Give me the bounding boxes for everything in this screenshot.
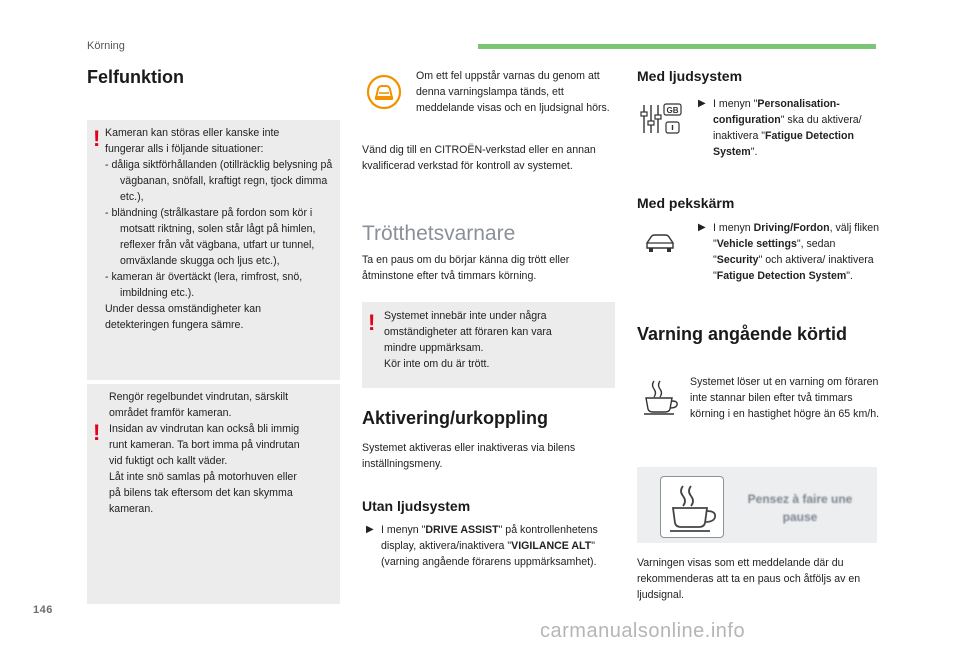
option-name: Fatigue Detection System <box>716 270 847 282</box>
arrow-icon: ▶ <box>366 524 374 535</box>
fatigue-text: Ta en paus om du börjar känna dig trött eller åtminstone efter två timmars körning. <box>362 254 570 282</box>
warning-box-attention <box>362 302 615 388</box>
text-line: Systemet innebär inte under några <box>384 310 547 322</box>
arrow-icon: ▶ <box>698 98 706 109</box>
text-line: Under dessa omständigheter kan <box>105 303 262 315</box>
car-icon <box>644 232 676 254</box>
text-line: Insidan av vindrutan kan också bli immig <box>109 423 300 435</box>
no-audio-title: Utan ljudsystem <box>362 498 471 514</box>
option-name: VIGILANCE ALT <box>511 540 592 552</box>
list-item: - kameran är övertäckt (lera, rimfrost, snö, imbildning etc.). <box>105 271 303 299</box>
text-run: , välj fliken " <box>713 222 880 250</box>
no-audio-instruction <box>366 522 617 570</box>
text-line: området framför kameran. <box>109 407 232 419</box>
svg-text:GB: GB <box>666 106 679 115</box>
text-line: Låt inte snö samlas på motorhuven eller <box>109 471 297 483</box>
audio-system-icon <box>640 101 684 137</box>
text-run: I menyn " <box>713 98 758 110</box>
warning-box-windscreen <box>87 384 340 604</box>
workshop-text: Vänd dig till en CITROËN-verkstad eller en annan kvalificerad verkstad för kontroll av systemet. <box>362 144 596 172</box>
tab-name: Vehicle settings <box>716 238 797 250</box>
watermark: carmanualsonline.info <box>540 620 746 642</box>
page-number: 146 <box>33 604 53 616</box>
option-name: Fatigue Detection System <box>713 130 854 158</box>
warning-text-windscreen <box>109 389 335 517</box>
warning-text-camera <box>105 125 335 333</box>
header-bar <box>478 44 876 49</box>
text-line: på bilens tak eftersom det kan skymma <box>109 487 293 499</box>
list-item: - dåliga siktförhållanden (otillräcklig belysning på vägbanan, snöfall, kraftigt regn, tjock dimma etc.), <box>105 159 333 203</box>
text-line: Rengör regelbundet vindrutan, särskilt <box>109 391 289 403</box>
text-line: kameran. <box>109 503 154 515</box>
activation-text: Systemet aktiveras eller inaktiveras via bilens inställningsmeny. <box>362 442 576 470</box>
touch-title: Med pekskärm <box>637 195 735 211</box>
fatigue-title: Trötthetsvarnare <box>362 222 516 245</box>
text-run: ". <box>750 146 758 158</box>
text-line: runt kameran. Ta bort imma på vindrutan <box>109 439 300 451</box>
touch-instruction <box>698 220 883 284</box>
display-message: Pensez à faire une pause <box>747 492 853 524</box>
warning-icon: ! <box>93 420 101 445</box>
activation-title: Aktivering/urkoppling <box>362 408 549 428</box>
menu-name: DRIVE ASSIST <box>425 524 499 536</box>
arrow-icon: ▶ <box>698 222 706 233</box>
text-run: " och aktivera/ inaktivera " <box>713 254 874 282</box>
audio-instruction <box>698 96 883 160</box>
list-item: - bländning (strålkastare på fordon som kör i motsatt riktning, solen står lågt på himlen, reflexer från våt vägbana, utfart ur tunnel, omväxlande skugga och ljus etc.), <box>105 207 316 267</box>
text-line: vid fuktigt och kallt väder. <box>109 455 228 467</box>
text-run: " (varning angående förarens uppmärksamhet). <box>381 540 597 568</box>
display-coffee-tile <box>660 476 724 538</box>
warning-icon: ! <box>93 126 101 151</box>
drive-time-title: Varning angående körtid <box>637 324 848 344</box>
text-run: " på kontrollenhetens display, aktivera/inaktivera " <box>381 524 598 552</box>
text-run: ". <box>846 270 853 282</box>
felfunktion-title: Felfunktion <box>87 67 184 87</box>
text-run: ", sedan " <box>713 238 836 266</box>
text-line: fungerar alls i följande situationer: <box>105 143 264 155</box>
section-label: Körning <box>87 40 125 52</box>
text-line: detekteringen fungera sämre. <box>105 319 244 331</box>
text-run: I menyn " <box>381 524 426 536</box>
text-line: Kameran kan störas eller kanske inte <box>105 127 280 139</box>
coffee-cup-icon <box>642 378 682 416</box>
coffee-cup-icon <box>661 477 723 537</box>
section-name: Security <box>716 254 759 266</box>
alert-text: Om ett fel uppstår varnas du genom att denna varningslampa tänds, ett meddelande visas och en ljudsignal hörs. <box>416 70 610 114</box>
menu-name: Personalisation-configuration <box>713 98 840 126</box>
text-run: I menyn <box>713 222 754 234</box>
text-line: mindre uppmärksam. <box>384 342 484 354</box>
audio-title: Med ljudsystem <box>637 68 743 84</box>
drive-time-text: Systemet löser ut en varning om föraren inte stannar bilen efter två timmars körning i en hastighet högre än 65 km/h. <box>690 376 880 420</box>
lamp-warning-icon <box>366 74 402 110</box>
warning-icon: ! <box>368 310 376 335</box>
text-line: omständigheter att föraren kan vara <box>384 326 552 338</box>
text-run: " ska du aktivera/ inaktivera " <box>713 114 862 142</box>
message-text: Varningen visas som ett meddelande där du rekommenderas att ta en paus och åtföljs av en ljudsignal. <box>637 557 861 601</box>
menu-name: Driving/Fordon <box>753 222 830 234</box>
warning-text-attention <box>384 308 610 372</box>
warning-box-camera <box>87 120 340 380</box>
text-line: Kör inte om du är trött. <box>384 358 490 370</box>
